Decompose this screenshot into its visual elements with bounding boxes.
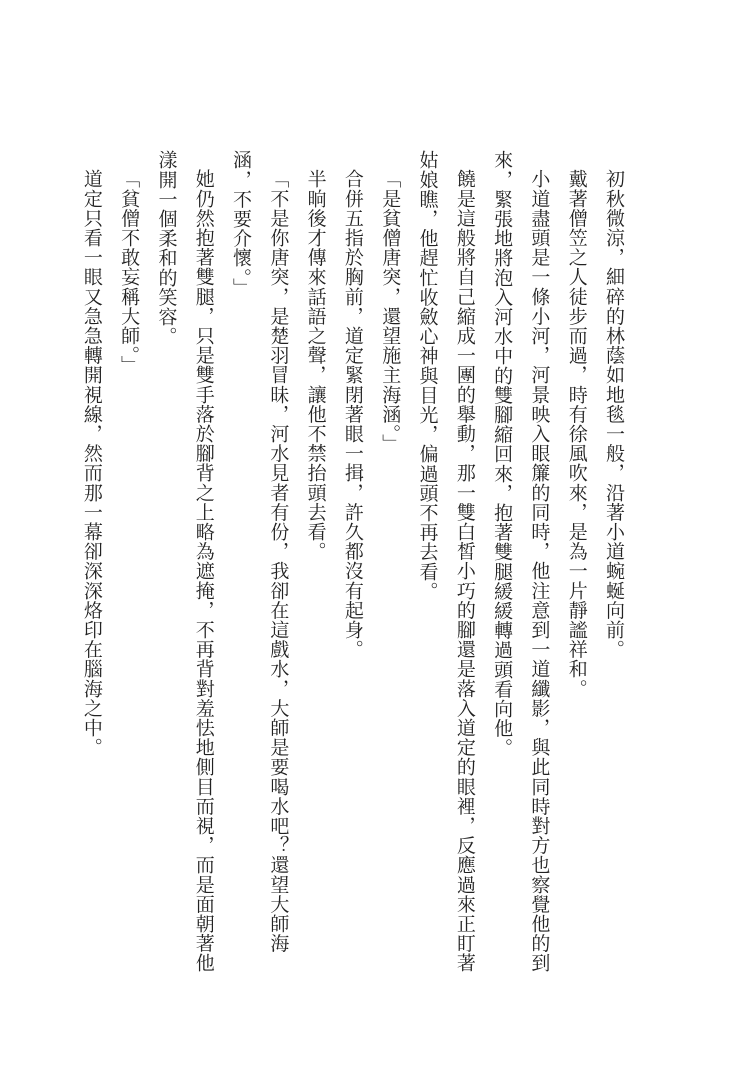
paragraph-1: 初秋微涼，細碎的林蔭如地毯一般，沿著小道蜿蜒向前。 — [603, 169, 625, 659]
paragraph-2: 戴著僧笠之人徒步而過，時有徐風吹來，是為一片靜謐祥和。 — [565, 169, 588, 699]
paragraph-5: 「是貧僧唐突，還望施主海涵。」 — [379, 169, 402, 454]
paragraph-6: 合併五指於胸前，道定緊閉著眼一揖，許久都沒有起身。 — [341, 169, 364, 659]
paragraph-7: 半晌後才傳來話語之聲，讓他不禁抬頭去看。 — [304, 169, 327, 561]
paragraph-11: 道定只看一眼又急急轉開視線，然而那一幕卻深深烙印在腦海之中。 — [80, 169, 103, 757]
paragraph-10: 「貧僧不敢妄稱大師。」 — [118, 169, 141, 376]
paragraph-3: 小道盡頭是一條小河，河景映入眼簾的同時，他注意到一道纖影，與此同時對方也察覺他的到來，緊張地將泡入河水中的雙腳縮回來，抱著雙腿緩緩轉過頭看向他。 — [491, 150, 551, 973]
paragraph-9: 她仍然抱著雙腿，只是雙手落於腳背之上略為遮掩，不再背對羞怯地側目而視，而是面朝著他漾開一個柔和的笑容。 — [155, 150, 215, 973]
vertical-text-body — [73, 150, 632, 986]
paragraph-8: 「不是你唐突，是楚羽冒昧，河水見者有份，我卻在這戲水，大師是要喝水吧？還望大師海涵，不要介懷。」 — [230, 150, 290, 953]
paragraph-4: 饒是這般將自己縮成一團的舉動，那一雙白皙小巧的腳還是落入道定的眼裡，反應過來正盯著姑娘瞧，他趕忙收斂心神與目光，偏過頭不再去看。 — [416, 150, 476, 973]
